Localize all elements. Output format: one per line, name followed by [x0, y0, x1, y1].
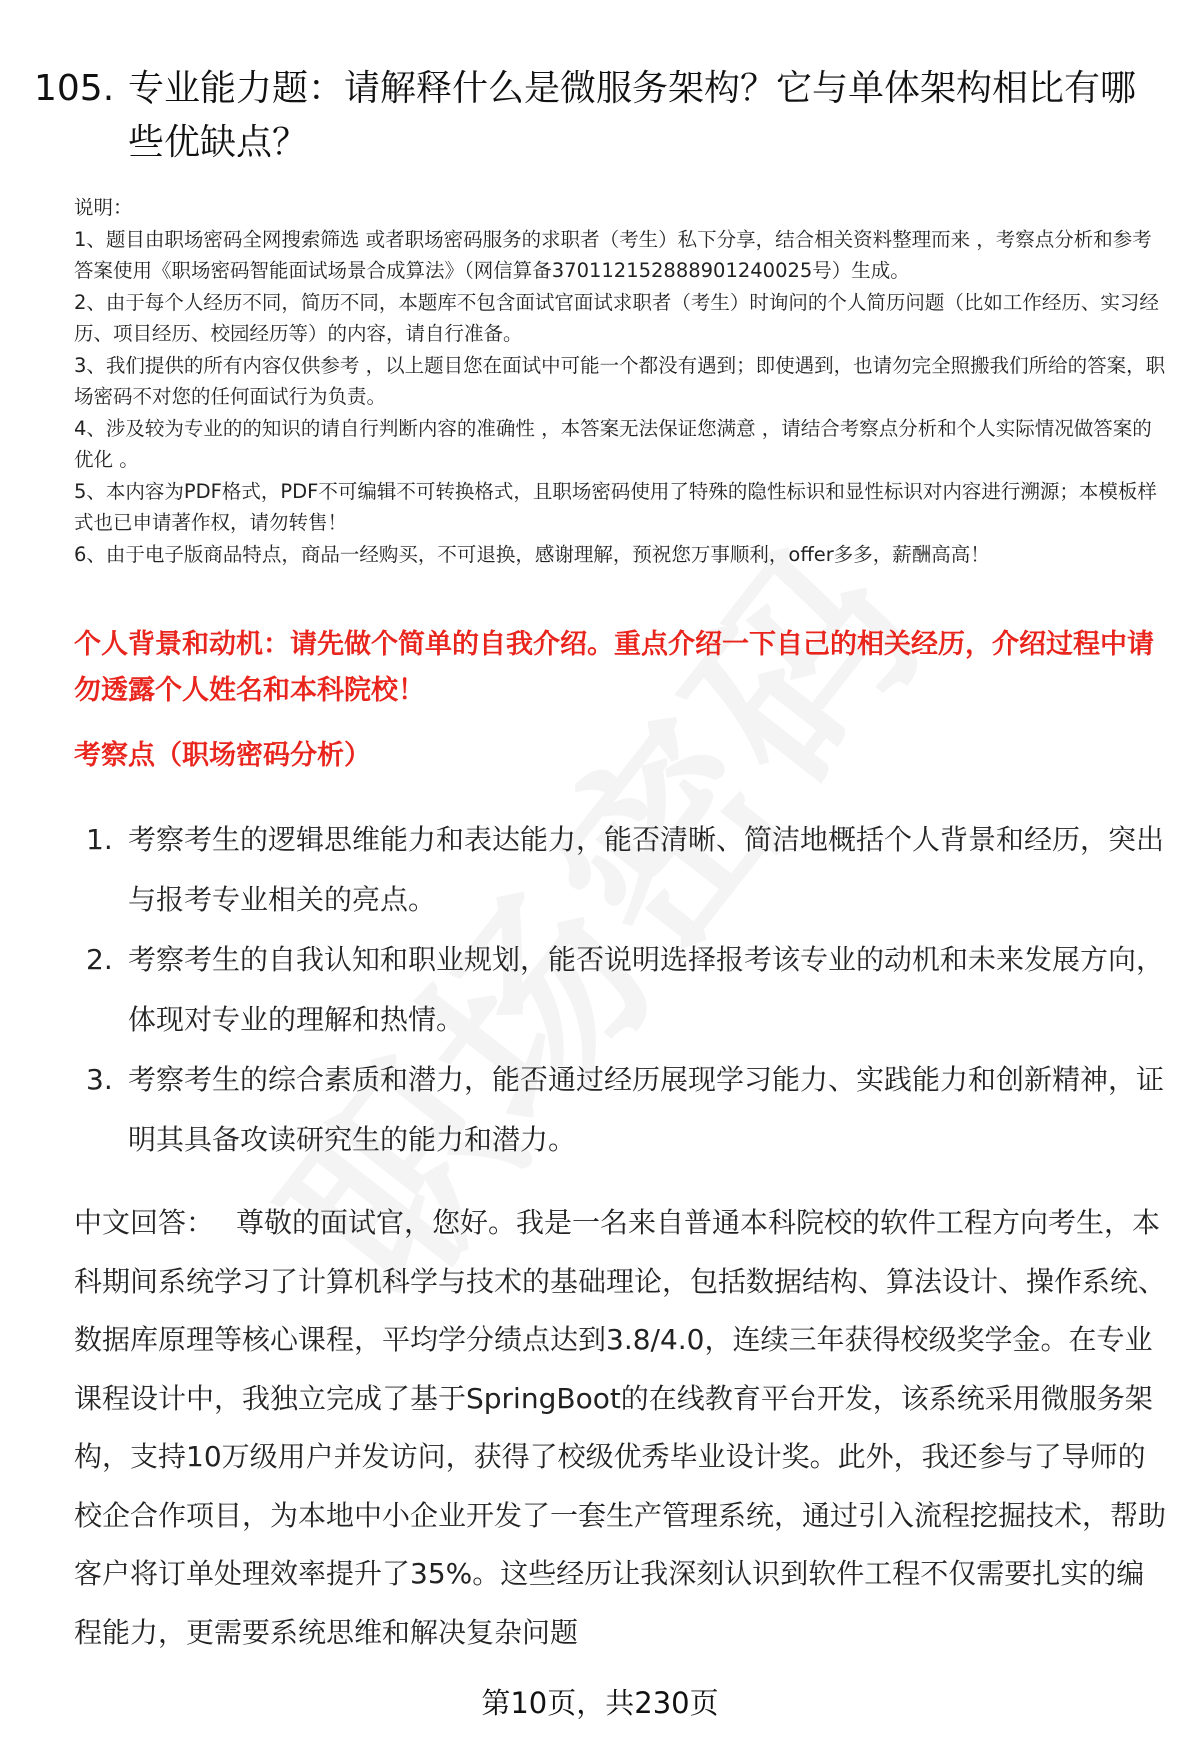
- question-title: [34, 62, 1164, 170]
- answer-text: 尊敬的面试官，您好。我是一名来自普通本科院校的软件工程方向考生，本科期间系统学习了计算机科学与技术的基础理论，包括数据结构、算法设计、操作系统、数据库原理等核心课程，平均学分绩点达到3.8/4.0，连续三年获得校级奖学金。在专业课程设计中，我独立完成了基于SpringBoot的在线教育平台开发，该系统采用微服务架构，支持10万级用户并发访问，获得了校级优秀毕业设计奖。此外，我还参与了导师的校企合作项目，为本地中小企业开发了一套生产管理系统，通过引入流程挖掘技术，帮助客户将订单处理效率提升了35%。这些经历让我深刻认识到软件工程不仅需要扎实的编程能力，更需要系统思维和解决复杂问题: [74, 1206, 1167, 1649]
- point-number: 3.: [86, 1063, 113, 1096]
- analysis-point: [74, 810, 1166, 930]
- answer-block: [74, 1194, 1166, 1662]
- point-number: 2.: [86, 943, 113, 976]
- point-number: 1.: [86, 823, 113, 856]
- notes-heading: 说明：: [74, 196, 133, 219]
- note-item: 6、由于电子版商品特点，商品一经购买，不可退换，感谢理解，预祝您万事顺利，offer多多，薪酬高高！: [74, 542, 990, 566]
- question-number: 105.: [34, 68, 115, 109]
- point-text: 考察考生的自我认知和职业规划，能否说明选择报考该专业的动机和未来发展方向，体现对专业的理解和热情。: [128, 943, 1165, 1036]
- notes-block: [74, 192, 1166, 570]
- analysis-point: [74, 930, 1166, 1050]
- note-item: 1、题目由职场密码全网搜索筛选 或者职场密码服务的求职者（考生）私下分享，结合相关资料整理而来 ，考察点分析和参考答案使用《职场密码智能面试场景合成算法》（网信算备370112152888901240025号）生成。: [74, 227, 1152, 282]
- question-text: 专业能力题：请解释什么是微服务架构？它与单体架构相比有哪些优缺点？: [128, 68, 1137, 163]
- answer-label: 中文回答：: [74, 1206, 215, 1239]
- note-item: 3、我们提供的所有内容仅供参考 ，以上题目您在面试中可能一个都没有遇到；即使遇到，也请勿完全照搬我们所给的答案，职场密码不对您的任何面试行为负责。: [74, 353, 1166, 408]
- point-text: 考察考生的逻辑思维能力和表达能力，能否清晰、简洁地概括个人背景和经历，突出与报考专业相关的亮点。: [128, 823, 1165, 916]
- note-item: 2、由于每个人经历不同，简历不同，本题库不包含面试官面试求职者（考生）时询问的个人简历问题（比如工作经历、实习经历、项目经历、校园经历等）的内容，请自行准备。: [74, 290, 1159, 345]
- analysis-point: [74, 1050, 1166, 1170]
- analysis-heading: 考察点（职场密码分析）: [74, 740, 371, 771]
- point-text: 考察考生的综合素质和潜力，能否通过经历展现学习能力、实践能力和创新精神，证明其具备攻读研究生的能力和潜力。: [128, 1063, 1165, 1156]
- note-item: 4、涉及较为专业的的知识的请自行判断内容的准确性 ，本答案无法保证您满意 ，请结合考察点分析和个人实际情况做答案的优化 。: [74, 416, 1152, 471]
- note-item: 5、本内容为PDF格式，PDF不可编辑不可转换格式，且职场密码使用了特殊的隐性标识和显性标识对内容进行溯源；本模板样式也已申请著作权，请勿转售！: [74, 479, 1157, 534]
- analysis-points: [74, 810, 1166, 1170]
- page-footer: 第10页，共230页: [481, 1686, 719, 1720]
- background-question: 个人背景和动机：请先做个简单的自我介绍。重点介绍一下自己的相关经历，介绍过程中请勿透露个人姓名和本科院校！: [74, 629, 1154, 706]
